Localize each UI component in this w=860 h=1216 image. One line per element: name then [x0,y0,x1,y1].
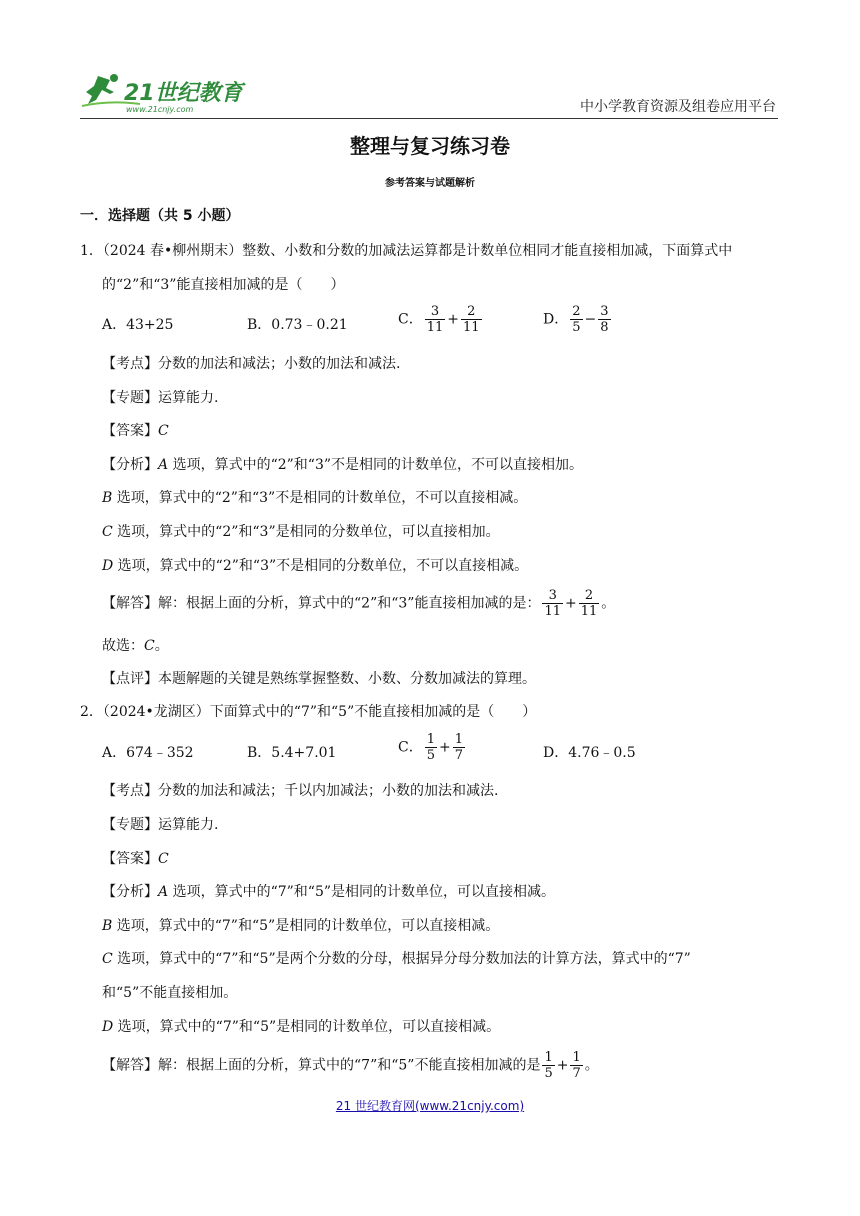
q2-option-d: D．4.76﹣0.5 [543,745,636,761]
q2-option-a: A．674﹣352 [102,745,194,761]
q1-kaodian: 【考点】分数的加法和减法；小数的加法和减法. [102,356,401,372]
q1-analysis-b: B 选项，算式中的“2”和“3”不是相同的计数单位，不可以直接相减。 [102,490,528,506]
q1-analysis-d: D 选项，算式中的“2”和“3”不是相同的分数单位，不可以直接相减。 [102,558,529,574]
logo-runner-icon [80,70,250,114]
q2-solution: 【解答】解：根据上面的分析，算式中的“7”和“5”不能直接相加减的是 $\frac{1}{5}$ + $\frac{1}{7}$ 。 [102,1050,599,1081]
q2-option-b: B．5.4+7.01 [247,745,337,761]
platform-name: 中小学教育资源及组卷应用平台 [580,99,776,115]
footer-link[interactable]: 21 世纪教育网(www.21cnjy.com) [335,1099,525,1113]
q2-analysis-c-cont: 和“5”不能直接相加。 [102,985,238,1001]
q2-analysis-a: 【分析】A 选项，算式中的“7”和“5”是相同的计数单位，可以直接相减。 [102,884,556,900]
q1-solution: 【解答】解：根据上面的分析，算式中的“2”和“3”能直接相加减的是： $\frac{3}{11}$ + $\frac{2}{11}$ 。 [102,588,616,619]
q2-stem: 2．（2024•龙湖区）下面算式中的“7”和“5”不能直接相加减的是（ ） [80,704,537,720]
page-subtitle: 参考答案与试题解析 [385,178,475,189]
svg-text:21世纪教育: 21世纪教育 [124,81,243,106]
q2-analysis-c: C 选项，算式中的“7”和“5”是两个分数的分母，根据异分母分数加法的计算方法，算式中的“7” [102,951,691,967]
q1-choice: 故选：C。 [102,638,169,654]
q1-analysis-c: C 选项，算式中的“2”和“3”是相同的分数单位，可以直接相加。 [102,524,500,540]
q2-option-c: C． $\frac{1}{5}$ + $\frac{1}{7}$ [398,732,464,763]
q2-analysis-b: B 选项，算式中的“7”和“5”是相同的计数单位，可以直接相减。 [102,918,500,934]
q1-answer: 【答案】C [102,423,169,439]
logo [80,70,250,114]
q2-zhuanti: 【专题】运算能力. [102,817,219,833]
q1-analysis-a: 【分析】A 选项，算式中的“2”和“3”不是相同的计数单位，不可以直接相加。 [102,457,584,473]
section-heading: 一．选择题（共 5 小题） [80,208,240,224]
svg-text:www.21cnjy.com: www.21cnjy.com [126,105,194,114]
q1-zhuanti: 【专题】运算能力. [102,390,219,406]
q1-option-d: D． $\frac{2}{5}$ − $\frac{3}{8}$ [543,304,609,335]
page-title: 整理与复习练习卷 [350,134,510,158]
q1-option-a: A．43+25 [102,317,174,333]
q1-option-b: B．0.73﹣0.21 [247,317,348,333]
q1-stem-line2: 的“2”和“3”能直接相加减的是（ ） [102,277,345,293]
q1-comment: 【点评】本题解题的关键是熟练掌握整数、小数、分数加减法的算理。 [102,671,536,687]
q1-stem-line1: 1．（2024 春•柳州期末）整数、小数和分数的加减法运算都是计数单位相同才能直接相加减，下面算式中 [80,243,733,259]
q1-option-c: C． $\frac{3}{11}$ + $\frac{2}{11}$ [398,304,480,335]
q2-answer: 【答案】C [102,851,169,867]
header-divider [80,118,778,119]
q2-analysis-d: D 选项，算式中的“7”和“5”是相同的计数单位，可以直接相减。 [102,1019,501,1035]
q2-kaodian: 【考点】分数的加法和减法；千以内加减法；小数的加法和减法. [102,783,499,799]
